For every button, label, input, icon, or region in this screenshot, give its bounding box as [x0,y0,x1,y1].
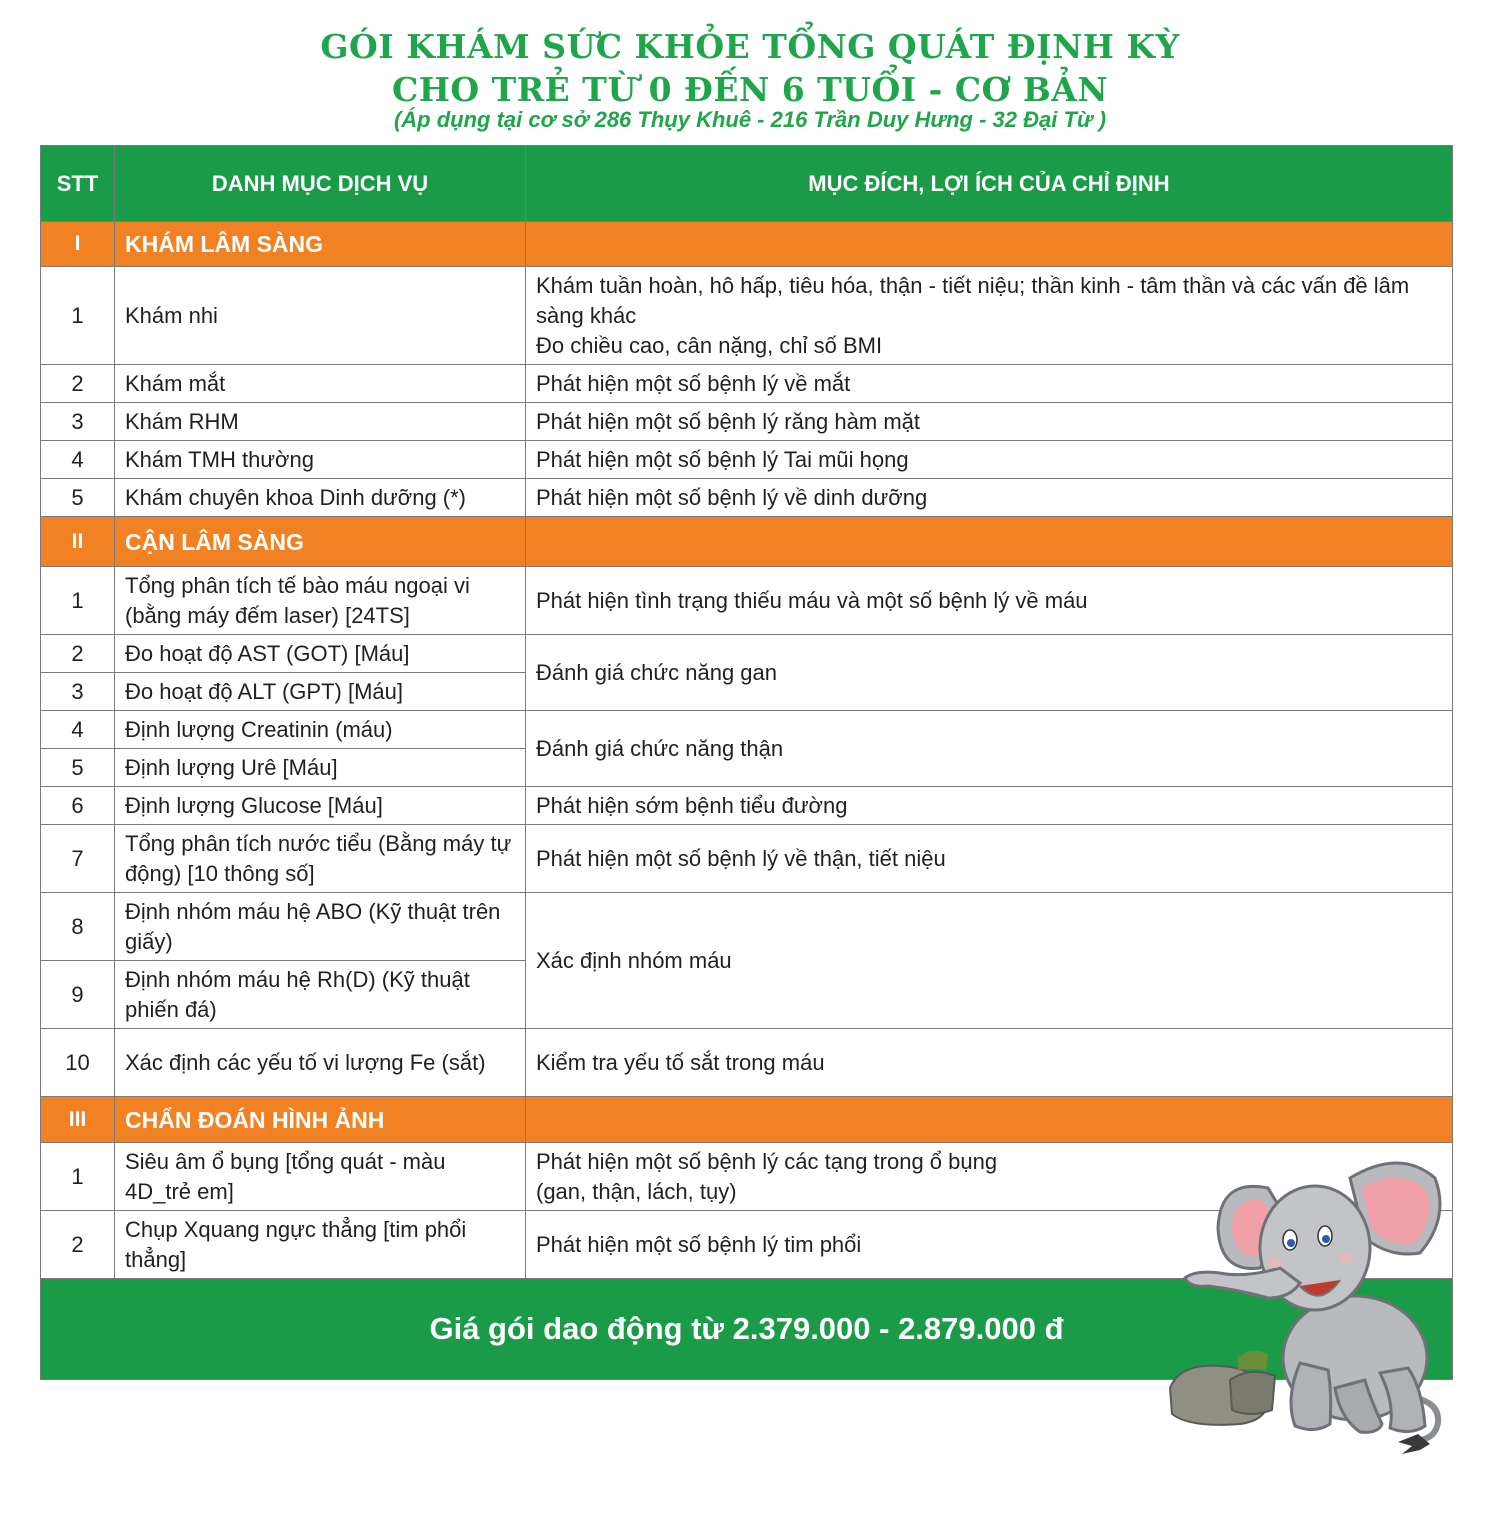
row-service: Định lượng Urê [Máu] [115,749,526,787]
row-purpose-line: (gan, thận, lách, tụy) [536,1178,737,1204]
row-service: Khám chuyên khoa Dinh dưỡng (*) [115,479,526,517]
section-name: KHÁM LÂM SÀNG [115,222,526,267]
row-stt: 2 [41,1211,115,1279]
row-service: Định nhóm máu hệ Rh(D) (Kỹ thuật phiến đá) [115,961,526,1029]
row-stt: 6 [41,787,115,825]
table-row [41,711,1453,749]
table-row [41,567,1453,635]
row-stt: 8 [41,893,115,961]
row-purpose: Phát hiện một số bệnh lý Tai mũi họng [526,441,1453,479]
row-service: Khám nhi [115,267,526,365]
row-purpose-line: Phát hiện một số bệnh lý các tạng trong ổ bụng [536,1148,998,1174]
row-purpose: Phát hiện tình trạng thiếu máu và một số bệnh lý về máu [526,567,1453,635]
row-service: Khám mắt [115,365,526,403]
table-header-row [41,146,1453,222]
row-service: Định nhóm máu hệ ABO (Kỹ thuật trên giấy) [115,893,526,961]
header-stt: STT [41,146,115,222]
row-service: Tổng phân tích tế bào máu ngoại vi (bằng máy đếm laser) [24TS] [115,567,526,635]
row-purpose: Đánh giá chức năng thận [526,711,1453,787]
row-purpose: Phát hiện sớm bệnh tiểu đường [526,787,1453,825]
table-row [41,267,1453,365]
section-number: I [41,222,115,267]
page-title-line-1: GÓI KHÁM SỨC KHỎE TỔNG QUÁT ĐỊNH KỲ [320,27,1180,66]
page-title-line-2: CHO TRẺ TỪ 0 ĐẾN 6 TUỔI - CƠ BẢN [391,70,1109,109]
section-row-3 [41,1097,1453,1143]
elephant-icon [1150,1148,1460,1458]
row-purpose: Phát hiện một số bệnh lý về dinh dưỡng [526,479,1453,517]
row-stt: 2 [41,365,115,403]
section-number: II [41,517,115,567]
row-service: Khám RHM [115,403,526,441]
row-service: Chụp Xquang ngực thẳng [tim phổi thẳng] [115,1211,526,1279]
row-stt: 2 [41,635,115,673]
table-row [41,893,1453,961]
table-row [41,441,1453,479]
row-service: Định lượng Creatinin (máu) [115,711,526,749]
table-row [41,403,1453,441]
row-stt: 9 [41,961,115,1029]
table-row [41,365,1453,403]
table-row [41,825,1453,893]
row-purpose: Kiểm tra yếu tố sắt trong máu [526,1029,1453,1097]
header-purpose: MỤC ĐÍCH, LỢI ÍCH CỦA CHỈ ĐỊNH [526,146,1453,222]
section-name: CẬN LÂM SÀNG [115,517,526,567]
section-empty [526,1097,1453,1143]
row-stt: 10 [41,1029,115,1097]
row-service: Siêu âm ổ bụng [tổng quát - màu 4D_trẻ em] [115,1143,526,1211]
row-service: Xác định các yếu tố vi lượng Fe (sắt) [115,1029,526,1097]
row-purpose: Phát hiện một số bệnh lý tim phổi [526,1211,1453,1279]
section-row-1 [41,222,1453,267]
row-stt: 4 [41,711,115,749]
header-service: DANH MỤC DỊCH VỤ [115,146,526,222]
row-purpose: Xác định nhóm máu [526,893,1453,1029]
row-service: Tổng phân tích nước tiểu (Bằng máy tự động) [10 thông số] [115,825,526,893]
row-stt: 7 [41,825,115,893]
row-service: Đo hoạt độ AST (GOT) [Máu] [115,635,526,673]
row-service: Định lượng Glucose [Máu] [115,787,526,825]
section-empty [526,222,1453,267]
row-purpose: Phát hiện một số bệnh lý về thận, tiết niệu [526,825,1453,893]
section-empty [526,517,1453,567]
section-number: III [41,1097,115,1143]
row-purpose-line: Khám tuần hoàn, hô hấp, tiêu hóa, thận - tiết niệu; thần kinh - tâm thần và các vấn đề lâm sàng khác [536,272,1410,328]
row-purpose [526,267,1453,365]
row-stt: 1 [41,267,115,365]
row-purpose: Phát hiện một số bệnh lý về mắt [526,365,1453,403]
page-subtitle: (Áp dụng tại cơ sở 286 Thụy Khuê - 216 Trần Duy Hưng - 32 Đại Từ ) [393,107,1107,132]
row-stt: 3 [41,403,115,441]
row-purpose: Phát hiện một số bệnh lý răng hàm mặt [526,403,1453,441]
row-purpose-line: Đo chiều cao, cân nặng, chỉ số BMI [536,332,883,358]
table-row [41,635,1453,673]
row-stt: 5 [41,749,115,787]
row-stt: 1 [41,1143,115,1211]
section-row-2 [41,517,1453,567]
price-text: Giá gói dao động từ 2.379.000 - 2.879.000 đ [41,1279,1453,1380]
row-stt: 5 [41,479,115,517]
row-stt: 3 [41,673,115,711]
section-name: CHẨN ĐOÁN HÌNH ẢNH [115,1097,526,1143]
row-purpose: Đánh giá chức năng gan [526,635,1453,711]
row-service: Đo hoạt độ ALT (GPT) [Máu] [115,673,526,711]
table-row [41,1029,1453,1097]
row-service: Khám TMH thường [115,441,526,479]
row-stt: 1 [41,567,115,635]
row-stt: 4 [41,441,115,479]
table-row [41,787,1453,825]
table-row [41,479,1453,517]
